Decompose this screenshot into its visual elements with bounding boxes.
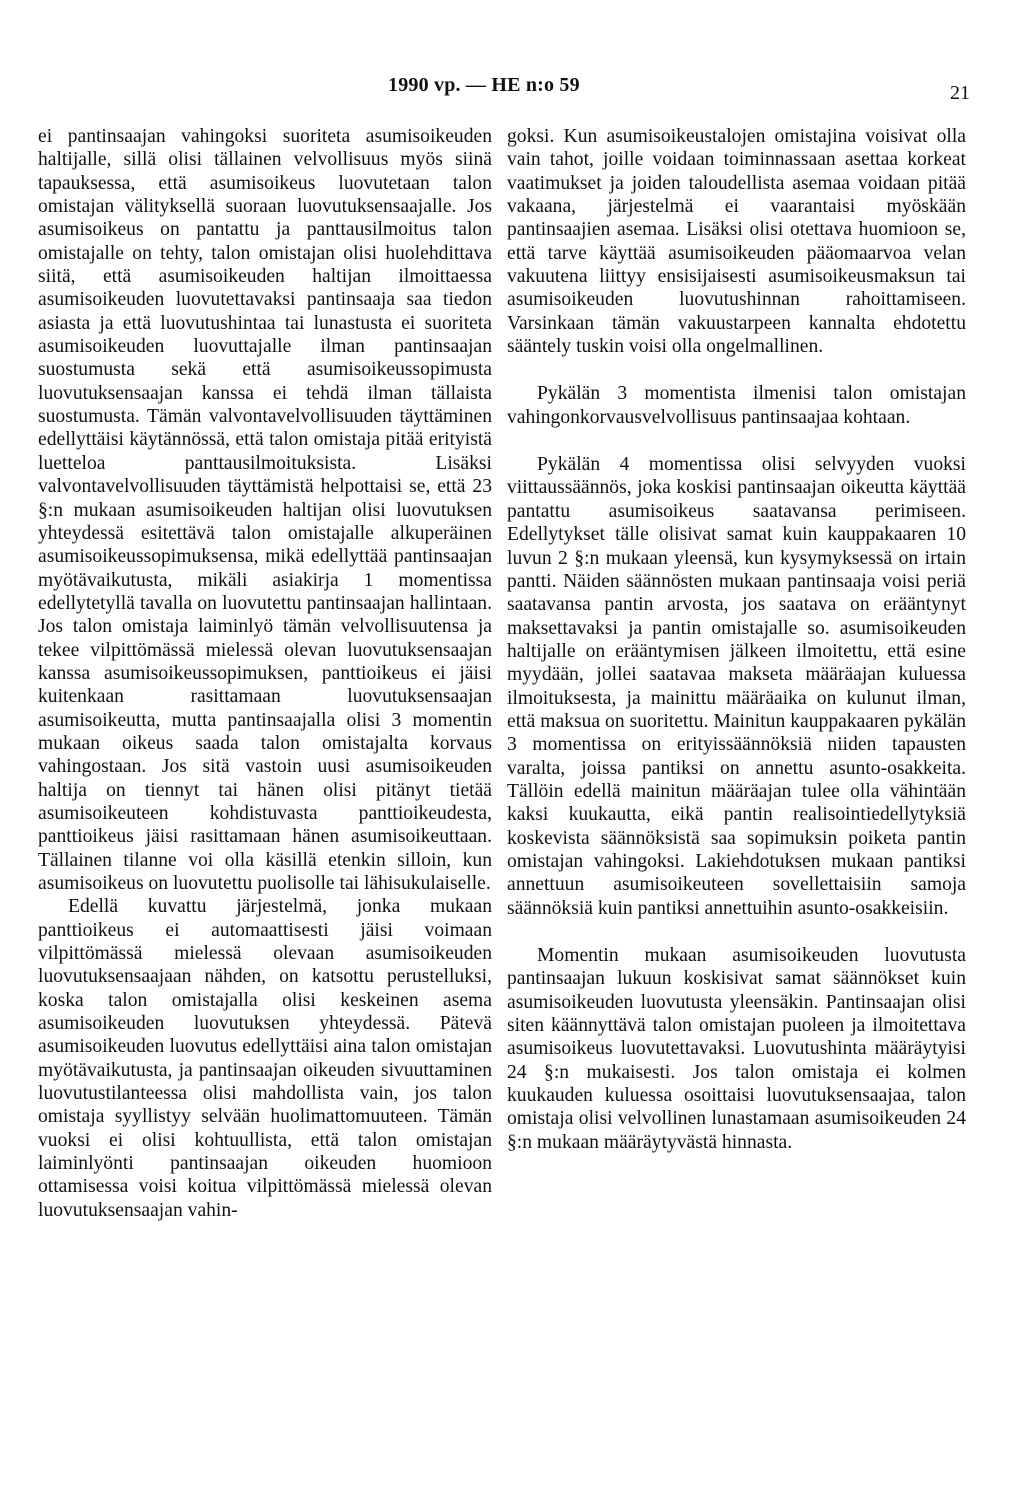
paragraph: Pykälän 3 momentista ilmenisi talon omistajan vahingonkorvausvelvollisuus pantinsaajaa kohtaan. — [507, 383, 966, 428]
paragraph-continuation: ei pantinsaajan vahingoksi suoriteta asumisoikeuden haltijalle, sillä olisi tällainen velvollisuus myös siinä tapauksessa, että asumisoikeus luovutetaan talon omistajan välityksellä suoraan luovutuksensaajalle. Jos asumisoikeus on pantattu ja panttausilmoitus talon omistajalle on tehty, talon omistajan olisi huolehdittava siitä, että asumisoikeuden haltijan ilmoittaessa asumisoikeuden luovutettavaksi pantinsaaja saa tiedon asiasta ja että luovutushintaa tai lunastusta ei suoriteta asumisoikeuden luovuttajalle ilman pantinsaajan suostumusta sekä että asumisoikeussopimusta luovutuksensaajan kanssa ei tehdä ilman tällaista suostumusta. Tämän valvontavelvollisuuden täyttäminen edellyttäisi käytännössä, että talon omistaja pitää erityistä luetteloa panttausilmoituksista. Lisäksi valvontavelvollisuuden täyttämistä helpottaisi se, että 23 §:n mukaan asumisoikeuden haltijan olisi luovutuksen yhteydessä esitettävä talon omistajalle alkuperäinen asumisoikeussopimuksensa, mikä edellyttää pantinsaajan myötävaikutusta, mikäli asiakirja 1 momentissa edellytetyllä tavalla on luovutettu pantinsaajan hallintaan. Jos talon omistaja laiminlyö tämän velvollisuutensa ja tekee vilpittömässä mielessä olevan luovutuksensaajan kanssa asumisoikeussopimuksen, panttioikeus ei jäisi kuitenkaan rasittamaan luovutuksensaajan asumisoikeutta, mutta pantinsaajalla olisi 3 momentin mukaan oikeus saada talon omistajalta korvaus vahingostaan. Jos sitä vastoin uusi asumisoikeuden haltija on tiennyt tai hänen olisi pitänyt tietää asumisoikeuteen kohdistuvasta panttioikeudesta, panttioikeus jäisi rasittamaan hänen asumisoikeuttaan. Tällainen tilanne voi olla käsillä etenkin silloin, kun asumisoikeus on luovutettu puolisolle tai lähisukulaiselle. — [38, 126, 492, 894]
paragraph: Pykälän 4 momentissa olisi selvyyden vuoksi viittaussäännös, joka koskisi pantinsaajan oikeutta käyttää pantattu asumisoikeus saatavansa perimiseen. Edellytykset tälle olisivat samat kuin kauppakaaren 10 luvun 2 §:n mukaan yleensä, kun kysymyksessä on irtain pantti. Näiden säännösten mukaan pantinsaaja voisi periä saatavansa pantin arvosta, jos saatava on erääntynyt maksettavaksi ja pantin omistajalle so. asumisoikeuden haltijalle on erääntymisen jälkeen ilmoitettu, että esine myydään, jollei saatavaa makseta määräajan kuluessa ilmoituksesta, ja mainittu määräaika on kulunut ilman, että maksua on suoritettu. Mainitun kauppakaaren pykälän 3 momentissa on erityissäännöksiä niiden tapausten varalta, joissa pantiksi on annettu asunto-osakkeita. Tällöin edellä mainitun määräajan tulee olla vähintään kaksi kuukautta, eikä pantin realisointiedellytyksiä koskevista säännöksistä saa sopimuksin poiketa pantin omistajan vahingoksi. Lakiehdotuksen mukaan pantiksi annettuun asumisoikeuteen sovellettaisiin samoja säännöksiä kuin pantiksi annettuihin asunto-osakkeisiin. — [507, 454, 966, 919]
left-column — [38, 125, 492, 1222]
paragraph: Momentin mukaan asumisoikeuden luovutusta pantinsaajan lukuun koskisivat samat säännökset kuin asumisoikeuden luovutusta yleensäkin. Pantinsaajan olisi siten käännyttävä talon omistajan puoleen ja ilmoitettava asumisoikeus luovutettavaksi. Luovutushinta määräytyisi 24 §:n mukaisesti. Jos talon omistaja ei kolmen kuukauden kuluessa osoittaisi luovutuksensaajaa, talon omistaja olisi velvollinen lunastamaan asumisoikeuden 24 §:n mukaan määräytyvästä hinnasta. — [507, 945, 966, 1153]
right-column — [507, 125, 966, 1154]
page-header — [0, 74, 1024, 104]
page-number: 21 — [950, 82, 970, 104]
paragraph: Edellä kuvattu järjestelmä, jonka mukaan panttioikeus ei automaattisesti jäisi voimaan vilpittömässä mielessä olevaan asumisoikeuden luovutuksensaajaan nähden, on katsottu perustelluksi, koska talon omistajalla olisi keskeinen asema asumisoikeuden luovutuksen yhteydessä. Pätevä asumisoikeuden luovutus edellyttäisi aina talon omistajan myötävaikutusta, ja pantinsaajan oikeuden sivuuttaminen luovutustilanteessa olisi mahdollista vain, jos talon omistaja syyllistyy selvään huolimattomuuteen. Tämän vuoksi ei olisi kohtuullista, että talon omistajan laiminlyönti pantinsaajan oikeuden huomioon ottamisessa voisi koitua vilpittömässä mielessä olevan luovutuksensaajan vahin- — [38, 896, 492, 1221]
running-head: 1990 vp. — HE n:o 59 — [388, 74, 580, 96]
paragraph-continuation: goksi. Kun asumisoikeustalojen omistajina voisivat olla vain tahot, joille voidaan toiminnassaan asettaa korkeat vaatimukset ja joiden taloudellista asemaa voidaan pitää vakaana, järjestelmä ei vaarantaisi myöskään pantinsaajien asemaa. Lisäksi olisi otettava huomioon se, että tarve käyttää asumisoikeuden pääomaarvoa velan vakuutena liittyy ensisijaisesti asumisoikeusmaksun tai asumisoikeuden luovutushinnan rahoittamiseen. Varsinkaan tämän vakuustarpeen kannalta ehdotettu sääntely tuskin voisi olla ongelmallinen. — [507, 126, 966, 358]
